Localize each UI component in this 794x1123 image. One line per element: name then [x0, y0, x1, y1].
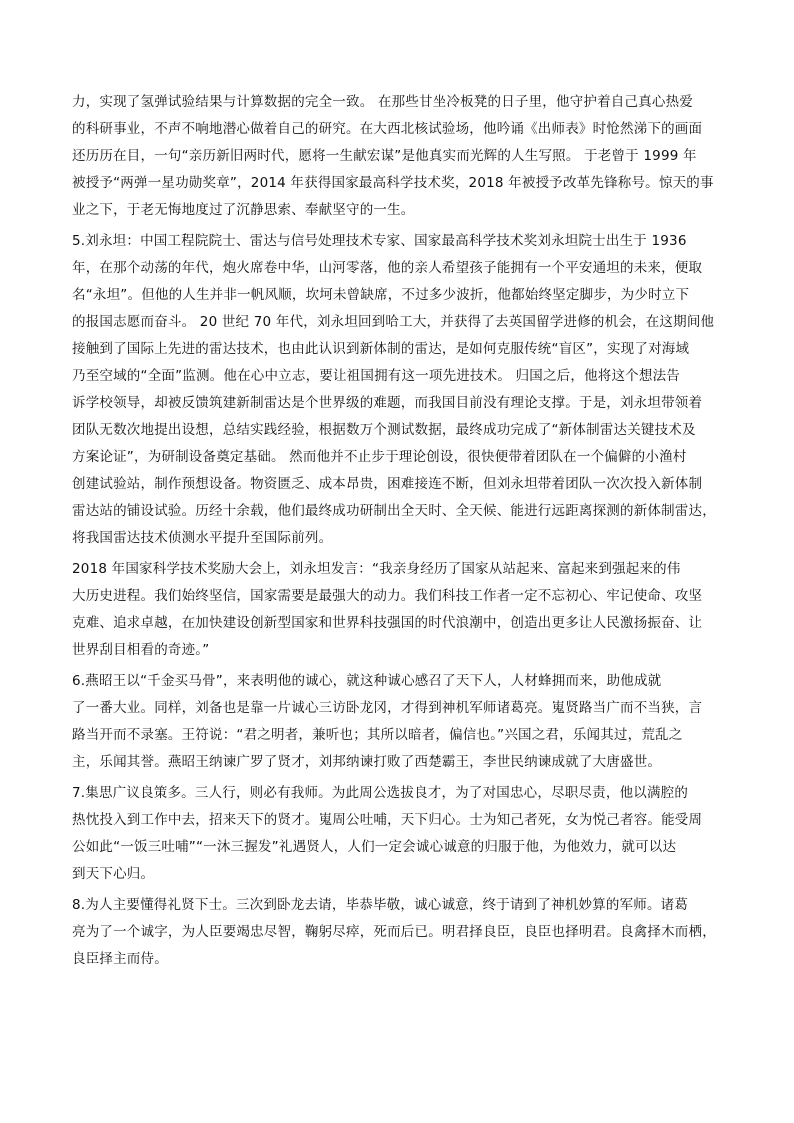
text-line: 被授予“两弹一星功勋奖章”，2014 年获得国家最高科学技术奖，2018 年被授予改革先锋称号。惊天的事 [72, 175, 714, 191]
text-line: 的报国志愿而奋斗。 20 世纪 70 年代，刘永坦回到哈工大，并获得了去英国留学进修的机会，在这期间他 [72, 314, 715, 330]
text-line: 业之下，于老无悔地度过了沉静思索、奉献坚守的一生。 [72, 202, 415, 218]
text-line: 诉学校领导，却被反馈筑建新制雷达是个世界级的难题，而我国目前没有理论支撑。于是，刘永坦带领着 [72, 395, 703, 411]
text-line: 良臣择主而侍。 [72, 951, 168, 967]
text-line: 5.刘永坦：中国工程院院士、雷达与信号处理技术专家、国家最高科学技术奖刘永坦院士出生于 1936 [72, 233, 687, 249]
text-line: 路当开而不录塞。王符说：“君之明者，兼听也；其所以暗者，偏信也。”兴国之君，乐闻其过，荒乱之 [72, 727, 683, 743]
text-line: 克难、追求卓越，在加快建设创新型国家和世界科技强国的时代浪潮中，创造出更多让人民激扬振奋、让 [72, 615, 703, 631]
text-line: 到天下心归。 [72, 866, 155, 882]
text-line: 乃至空域的“全面”监测。他在心中立志，要让祖国拥有这一项先进技术。 归国之后，他将这个想法告 [72, 368, 680, 384]
text-line: 雷达站的铺设试验。历经十余载，他们最终成功研制出全天时、全天候、能进行远距离探测的新体制雷达， [72, 503, 716, 519]
text-line: 亮为了一个诚字，为人臣要竭忠尽智，鞠躬尽瘁，死而后已。明君择良臣，良臣也择明君。良禽择木而栖， [72, 924, 716, 940]
text-line: 年，在那个动荡的年代，炮火席卷中华，山河零落，他的亲人希望孩子能拥有一个平安通坦的未来，便取 [72, 260, 703, 276]
text-line: 公如此“一饭三吐哺”“一沐三握发”礼遇贤人，人们一定会诚心诚意的归服于他，为他效力，就可以达 [72, 839, 677, 855]
text-line: 接触到了国际上先进的雷达技术，也由此认识到新体制的雷达，是如何克服传统“盲区”，实现了对海域 [72, 341, 690, 357]
text-line: 团队无数次地提出设想，总结实践经验，根据数万个测试数据，最终成功完成了“新体制雷达关键技术及 [72, 422, 696, 438]
text-line: 将我国雷达技术侦测水平提升至国际前列。 [72, 530, 333, 546]
text-line: 方案论证”，为研制设备奠定基础。 然而他并不止步于理论创设，很快便带着团队在一个偏僻的小渔村 [72, 449, 687, 465]
text-line: 热忱投入到工作中去，招来天下的贤才。嵬周公吐哺，天下归心。士为知己者死，女为悦己者容。能受周 [72, 812, 703, 828]
text-line: 还历历在目，一句“亲历新旧两时代，愿将一生献宏谋”是他真实而光辉的人生写照。 于老曾于 1999 年 [72, 148, 697, 164]
text-line: 了一番大业。同样，刘备也是靠一片诚心三访卧龙冈，才得到神机军师诸葛亮。嵬贤路当广而不当狭，言 [72, 700, 703, 716]
text-line: 创建试验站，制作预想设备。物资匮乏、成本昂贵，困难接连不断，但刘永坦带着团队一次次投入新体制 [72, 476, 703, 492]
text-line: 的科研事业，不声不响地潜心做着自己的研究。在大西北核试验场，他吟诵《出师表》时怆然涕下的画面 [72, 121, 703, 137]
text-line: 力，实现了氢弹试验结果与计算数据的完全一致。 在那些甘坐冷板凳的日子里，他守护着自己真心热爱 [72, 94, 693, 110]
text-line: 6.燕昭王以“千金买马骨”，来表明他的诚心，就这种诚心感召了天下人，人材蜂拥而来，助他成就 [72, 673, 662, 689]
text-line: 大历史进程。我们始终坚信，国家需要是最强大的动力。我们科技工作者一定不忘初心、牢记使命、攻坚 [72, 588, 703, 604]
text-line: 世界刮目相看的奇迹。” [72, 642, 210, 658]
text-line: 名“永坦”。但他的人生并非一帆风顺，坎坷未曾缺席，不过多少波折，他都始终坚定脚步，为少时立下 [72, 287, 690, 303]
text-line: 2018 年国家科学技术奖励大会上，刘永坦发言：“我亲身经历了国家从站起来、富起来到强起来的伟 [72, 561, 681, 577]
text-line: 主，乐闻其誉。燕昭王纳谏广罗了贤才，刘邦纳谏打败了西楚霸王，李世民纳谏成就了大唐盛世。 [72, 754, 662, 770]
text-line: 7.集思广议良策多。三人行，则必有我师。为此周公选拔良才，为了对国忠心，尽职尽责，他以满腔的 [72, 785, 689, 801]
text-line: 8.为人主要懂得礼贤下士。三次到卧龙去请，毕恭毕敬，诚心诚意，终于请到了神机妙算的军师。诸葛 [72, 897, 689, 913]
